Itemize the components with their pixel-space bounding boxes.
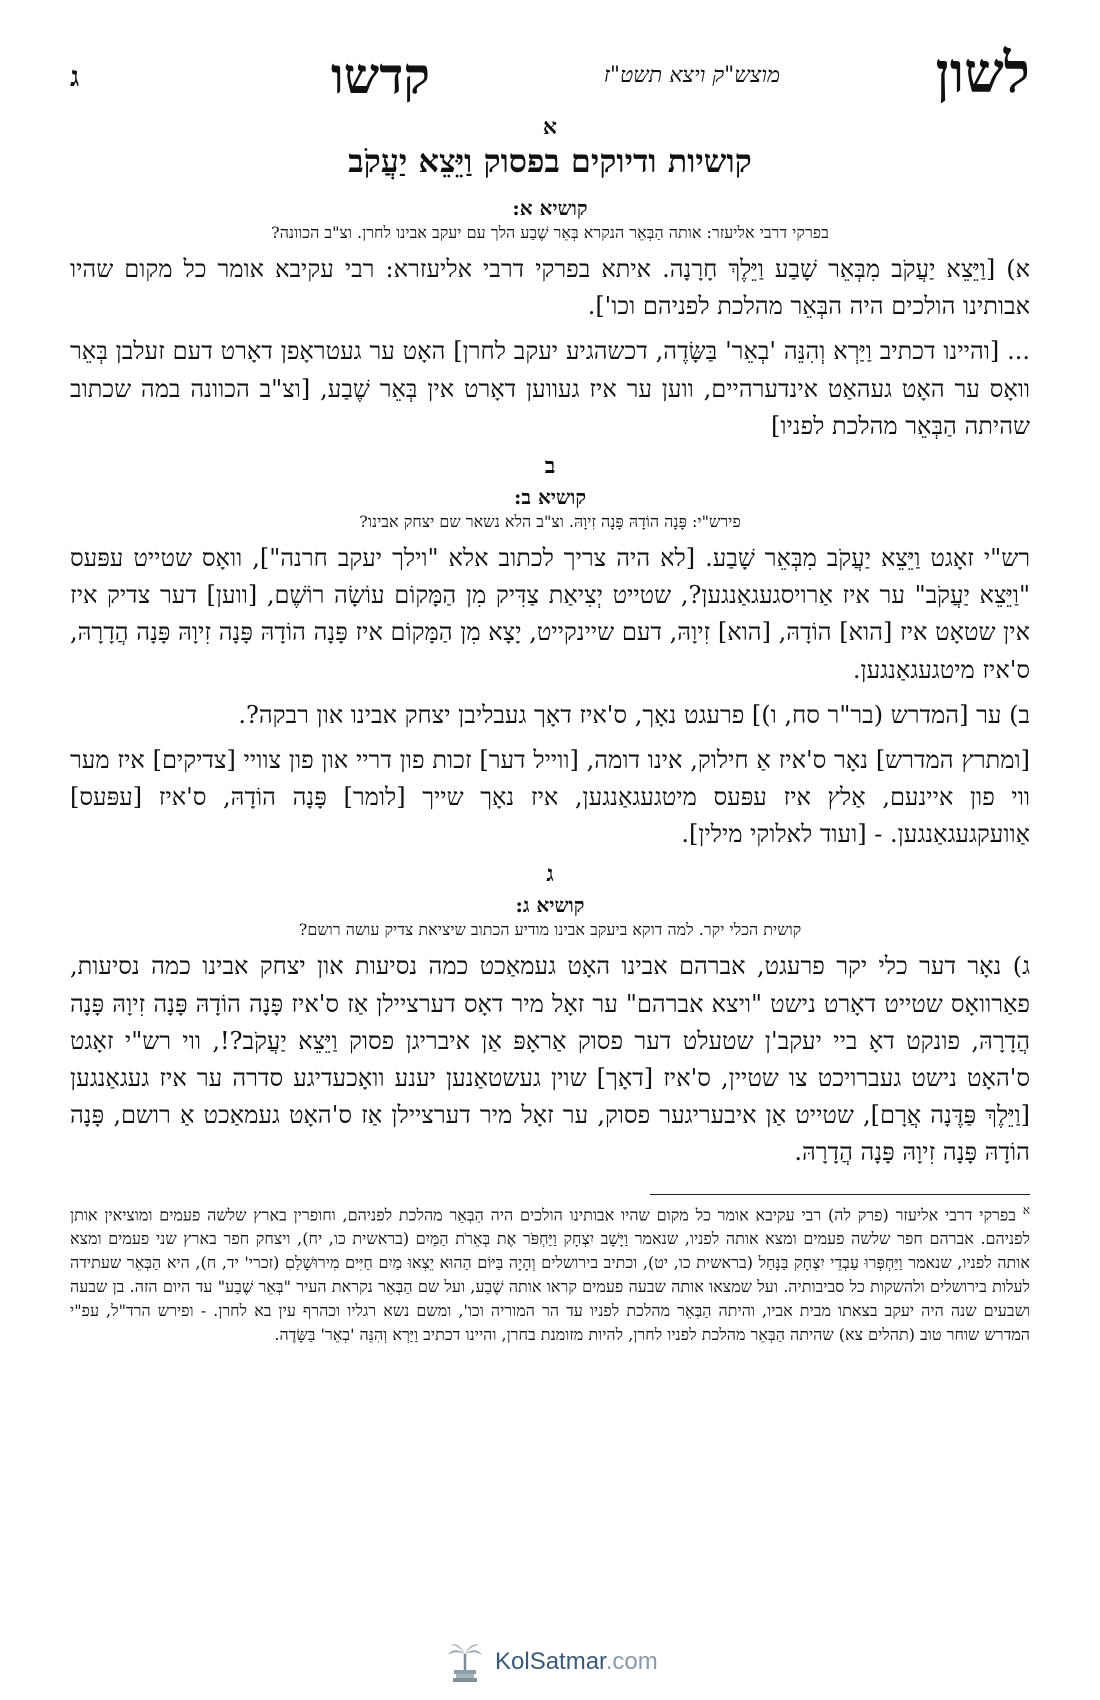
footnote-mark: א xyxy=(1022,1202,1030,1217)
kushya-b-source: פירש"י: פָּנָה הוֹדָהּ פָּנָה זִיוָהּ. וצ"ב הלא נשאר שם יצחק אבינו? xyxy=(359,511,741,531)
kushya-c-source: קושית הכלי יקר. למה דוקא ביעקב אבינו מודיע הכתוב שיציאת צדיק עושה רושם? xyxy=(298,920,802,940)
kushya-a-source: בפרקי דרבי אליעזר: אותה הַבְּאֵר הנקרא בְּאֵר שֶׁבַע הלך עם יעקב אבינו לחרן. וצ"ב הכוונה? xyxy=(271,223,829,242)
section-a-paragraph-1: א) [וַיֵּצֵא יַעֲקֹב מִבְּאֵר שָׁבַע וַיֵּלֶךְ חָרָנָה. איתא בפרקי דרבי אליעזרא: רבי עקיבא אומר כל מקום שהיו אבותינו הולכים היה הבְּאֵר מהלכת לפניהם וכו']. xyxy=(70,255,1030,321)
kolsatmar-logo[interactable] xyxy=(445,1640,705,1686)
footnote-text: בפרקי דרבי אליעזר (פרק לה) רבי עקיבא אומר כל מקום שהיו אבותינו הולכים היה הַבְּאֵר מהלכת לפניהם, וחופרין בארץ שלשה פעמים ומוציאין אותן לפניהם. אברהם חפר שלשה פעמים ומצא אותה לפניו, שנאמר וַיָּשָׁב יִצְחָק וַיַּחְפֹּר אֶת בְּאֵרֹת הַמַּיִם (בראשית כו, יח), ויצחק חפר בארץ שני פעמים ומצא אותה לפניו, שנאמר וַיַּחְפְּרוּ עַבְדֵי יִצְחָק בַּנָּחַל (בראשית כו, יט), וכתיב בירושלים וְהָיָה בַּיּוֹם הַהוּא יֵצְאוּ מַיִם חַיִּים מִירוּשָׁלַםִ (זכרי' יד, ח), היא הַבְּאֵר שעתידה לעלות בירושלים ולהשקות כל סביבותיה. ועל שמצאו אותה שבעה פעמים קראו אותה שֶׁבַע, ועל שם הַבְּאֵר נקראת העיר "בְּאֵר שֶׁבַע" עד היום הזה. בן שבעה ושבעים שנה היה יעקב בצאתו מבית אביו, והיתה הַבְּאֵר מהלכת לפניו עד הר המוריה וכו', ומשם נשא רגליו וכהרף עין בא לחרן. - ופירש הרד"ל, עפ"י המדרש שוחר טוב (תהלים צא) שהיתה הַבְּאֵר מהלכת לפניו לחרן, להיות מזומנת בחרן, והיינו דכתיב וַיַּרְא וְהִנֵּה 'בְאֵר' בַּשָּׂדֶה. xyxy=(70,1204,1030,1344)
header-title-left: קדשו xyxy=(331,46,430,105)
logo-name: KolSatmar xyxy=(495,1648,606,1675)
section-b-letter: ב xyxy=(544,452,556,479)
section-b-paragraph-3: [ומתרץ המדרש] נאָר ס'איז אַ חילוק, אינו דומה, [ווייל דער] זכות פון דריי און פון צוויי [צדיקים] איז מער ווי פון איינעם, אַלץ איז עפּעס מיטגעגאַנגען, איז נאָך שייך [לומר] פָּנָה הוֹדָהּ, ס'איז [עפּעס] אַוועקגעגאַנגען. - [ועוד לאלוקי מילין]. xyxy=(70,745,1030,849)
palm-tree-books-icon xyxy=(445,1640,485,1684)
section-c-letter: ג xyxy=(546,861,554,888)
page-header xyxy=(70,40,1030,110)
section-b-paragraph-2: ב) ער [המדרש (בר"ר סח, ו)] פרעגט נאָך, ס'איז דאָך געבליבן יצחק אבינו און רבקה?. xyxy=(238,700,1030,729)
kushya-b-label: קושיא ב: xyxy=(513,484,587,509)
main-title: קושיות ודיוקים בפסוק וַיֵּצֵא יַעֲקֹב xyxy=(348,142,752,180)
section-b-paragraph-1: רש"י זאָגט וַיֵּצֵא יַעֲקֹב מִבְּאֵר שָׁבַע. [לא היה צריך לכתוב אלא "וילך יעקב חרנה"], וואָס שטייט עפּעס "וַיֵּצֵא יַעֲקֹב" ער איז אַרויסגעגאַנגען?, שטייט יְצִיאַת צַדִּיק מִן הַמָּקוֹם עוֹשָׂה רוֹשֶׁם, [ווען] דער צדיק איז אין שטאָט איז [הוא] הוֹדָהּ, [הוא] זִיוָהּ, דעם שיינקייט, יָצָא מִן הַמָּקוֹם איז פָּנָה הוֹדָהּ פָּנָה זִיוָהּ פָּנָה הֲדָרָהּ, ס'איז מיטגעגאַנגען. xyxy=(70,543,1030,684)
section-a-paragraph-2: ... [והיינו דכתיב וַיַּרְא וְהִנֵּה 'בְאֵר' בַּשָּׂדֶה, דכשהגיע יעקב לחרן] האָט ער געטראָפן דאָרט דעם זעלבן בְּאֵר וואָס ער האָט געהאַט אינדערהיים, ווען ער איז געווען דאָרט אין בְּאֵר שֶׁבַע, [וצ"ב הכוונה במה שכתוב שהיתה הַבְּאֵר מהלכת לפניו] xyxy=(70,337,1030,440)
footnote xyxy=(70,1201,1030,1347)
logo-domain: .com xyxy=(605,1648,658,1675)
section-c-paragraph-1: ג) נאָר דער כלי יקר פרעגט, אברהם אבינו האָט געמאַכט כמה נסיעות און יצחק אבינו כמה נסיעות, פאַרוואָס שטייט דאָרט נישט "ויצא אברהם" ער זאָל מיר דאָס דערציילן אַז ס'איז פָּנָה הוֹדָהּ פָּנָה זִיוָהּ פָּנָה הֲדָרָהּ, פונקט דאָ ביי יעקב'ן שטעלט דער פסוק אַראָפּ אַן איבריגן פסוק וַיֵּצֵא יַעֲקֹב?!, ווי רש"י זאָגט ס'האָט נישט געברויכט צו שטיין, ס'איז [דאָך] שוין געשטאַנען יענע וואָכעדיגע סדרה ער איז געגאַנגען [וַיֵּלֶךְ פַּדֶּנָה אֲרָם], שטייט אַן איבעריגער פסוק, ער זאָל מיר דערציילן אַז ס'האָט געמאַכט אַ רושם, פָּנָה הוֹדָהּ פָּנָה זִיוָהּ פָּנָה הֲדָרָהּ. xyxy=(70,952,1030,1167)
kushya-a-label: קושיא א: xyxy=(512,196,588,220)
footnote-divider xyxy=(650,1194,1030,1195)
document-page xyxy=(70,40,1030,1347)
header-subtitle: מוצש"ק ויצא תשט"ז xyxy=(603,63,780,88)
section-a-letter: א xyxy=(542,114,558,140)
kushya-c-label: קושיא ג: xyxy=(515,893,585,918)
header-title-right: לשון xyxy=(935,40,1030,106)
page-number: ג xyxy=(70,60,80,93)
